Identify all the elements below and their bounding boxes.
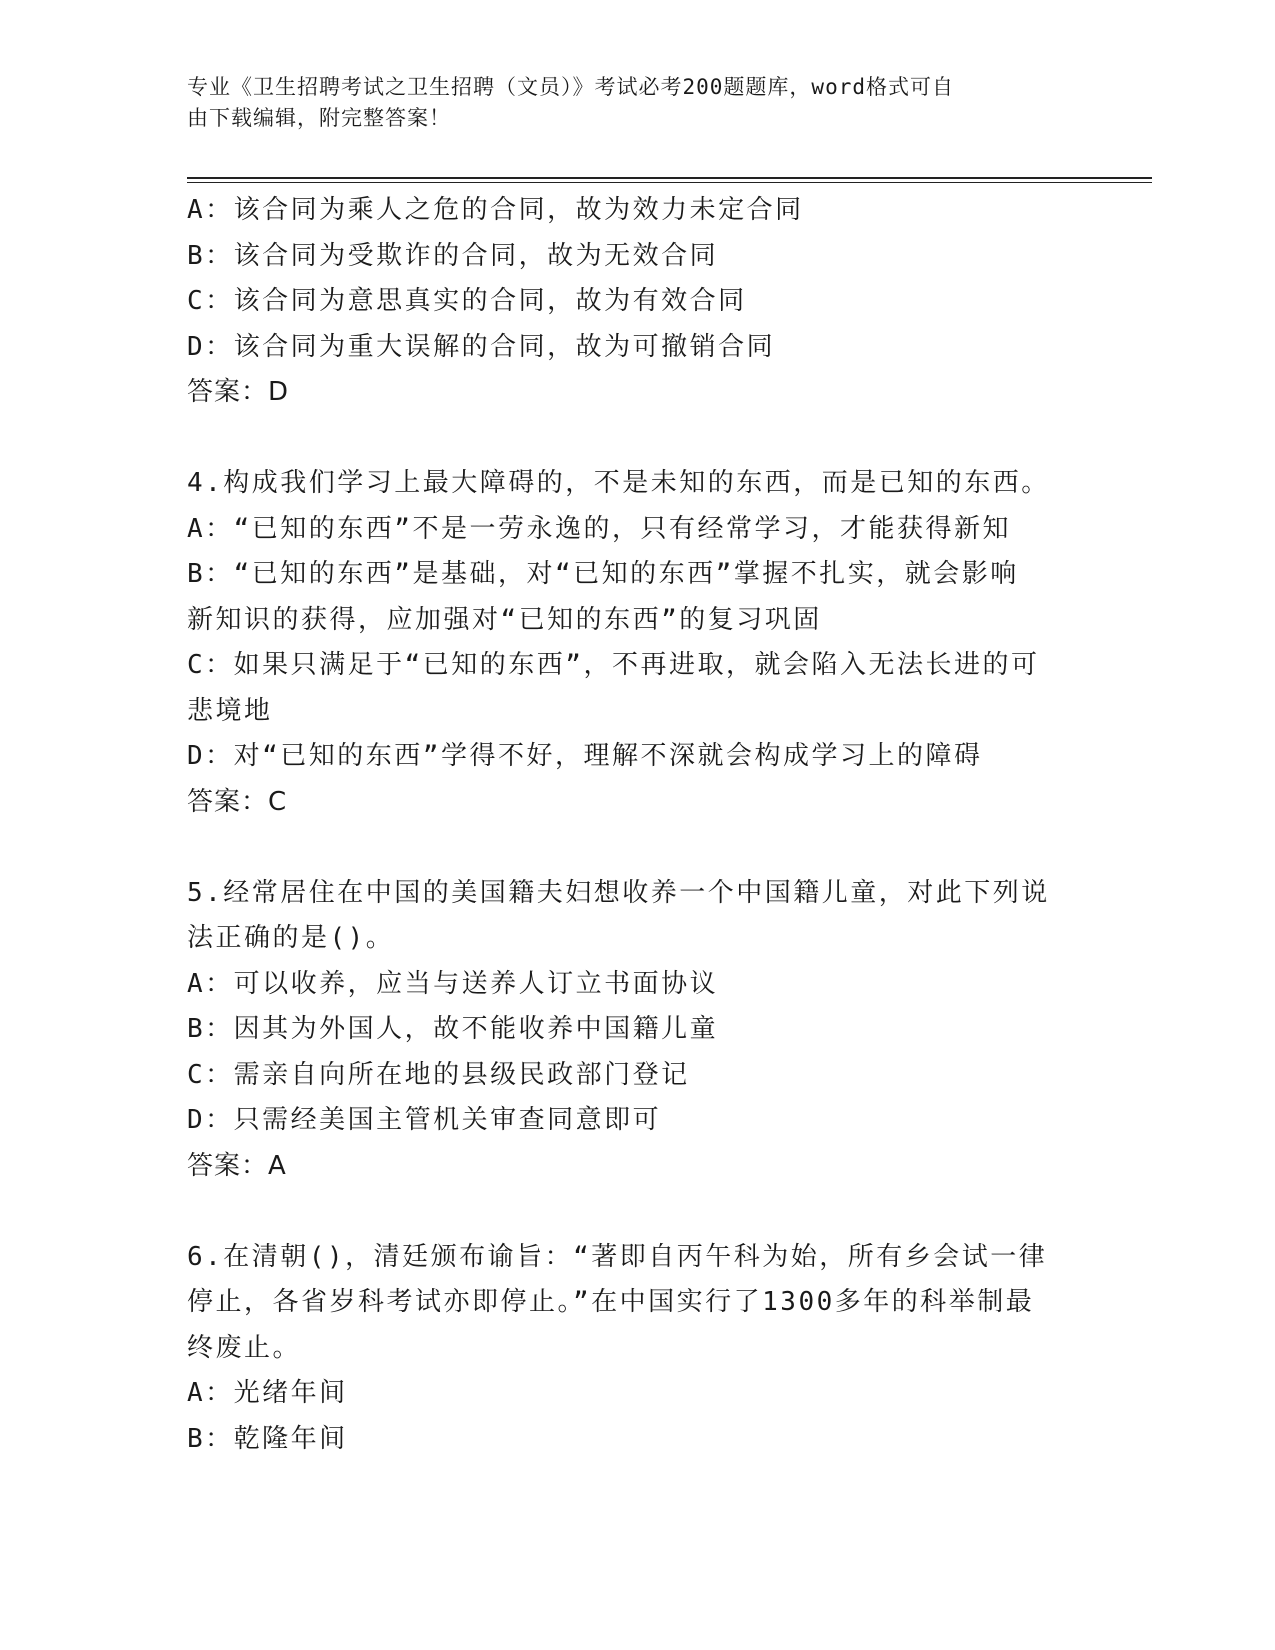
q3-option-c: C：该合同为意思真实的合同，故为有效合同 — [187, 286, 747, 316]
q4-stem: 4.构成我们学习上最大障碍的，不是未知的东西，而是已知的东西。 — [187, 468, 1050, 498]
q6-stem-line-1: 6.在清朝()，清廷颁布谕旨：“著即自丙午科为始，所有乡会试一律 — [187, 1241, 1048, 1272]
header-divider-thick — [187, 177, 1152, 179]
spacer — [187, 416, 1067, 462]
header-line-1: 专业《卫生招聘考试之卫生招聘（文员）》考试必考200题题库，word格式可自 — [187, 75, 954, 99]
q6-stem-line-3: 终废止。 — [187, 1332, 302, 1363]
q4-option-b-line-2: 新知识的获得，应加强对“已知的东西”的复习巩固 — [187, 604, 822, 635]
q3-answer: 答案：D — [187, 377, 290, 407]
question-5 — [187, 871, 1067, 1190]
q4-option-c-line-1: C：如果只满足于“已知的东西”，不再进取，就会陷入无法长进的可 — [187, 650, 1040, 680]
q6-stem-line-2: 停止，各省岁科考试亦即停止。”在中国实行了1300多年的科举制最 — [187, 1287, 1035, 1317]
q4-option-c-line-2: 悲境地 — [187, 695, 273, 726]
q5-option-c: C：需亲自向所在地的县级民政部门登记 — [187, 1059, 690, 1090]
spacer — [187, 1189, 1067, 1235]
question-3 — [187, 188, 1067, 416]
q3-option-d: D：该合同为重大误解的合同，故为可撤销合同 — [187, 331, 776, 362]
q5-option-b: B：因其为外国人，故不能收养中国籍儿童 — [187, 1014, 719, 1044]
q3-option-b: B：该合同为受欺诈的合同，故为无效合同 — [187, 240, 719, 271]
q5-answer: 答案：A — [187, 1150, 287, 1181]
header-line-2: 由下载编辑，附完整答案！ — [187, 106, 451, 130]
q5-option-a: A：可以收养，应当与送养人订立书面协议 — [187, 968, 719, 999]
q4-option-b-line-1: B：“已知的东西”是基础，对“已知的东西”掌握不扎实，就会影响 — [187, 559, 1019, 589]
q6-option-b: B：乾隆年间 — [187, 1423, 348, 1454]
q3-option-a: A：该合同为乘人之危的合同，故为效力未定合同 — [187, 195, 804, 225]
question-4 — [187, 461, 1067, 825]
q5-stem-line-2: 法正确的是()。 — [187, 923, 395, 953]
question-6 — [187, 1235, 1067, 1463]
q4-answer: 答案：C — [187, 786, 288, 817]
question-list — [187, 188, 1067, 1462]
spacer — [187, 825, 1067, 871]
q5-option-d: D：只需经美国主管机关审查同意即可 — [187, 1105, 662, 1135]
q4-option-d: D：对“已知的东西”学得不好，理解不深就会构成学习上的障碍 — [187, 741, 983, 771]
q5-stem-line-1: 5.经常居住在中国的美国籍夫妇想收养一个中国籍儿童，对此下列说 — [187, 877, 1050, 908]
q6-option-a: A：光绪年间 — [187, 1378, 348, 1408]
document-header — [187, 72, 1067, 134]
header-divider-thin — [187, 182, 1152, 183]
q4-option-a: A：“已知的东西”不是一劳永逸的，只有经常学习，才能获得新知 — [187, 513, 1011, 544]
